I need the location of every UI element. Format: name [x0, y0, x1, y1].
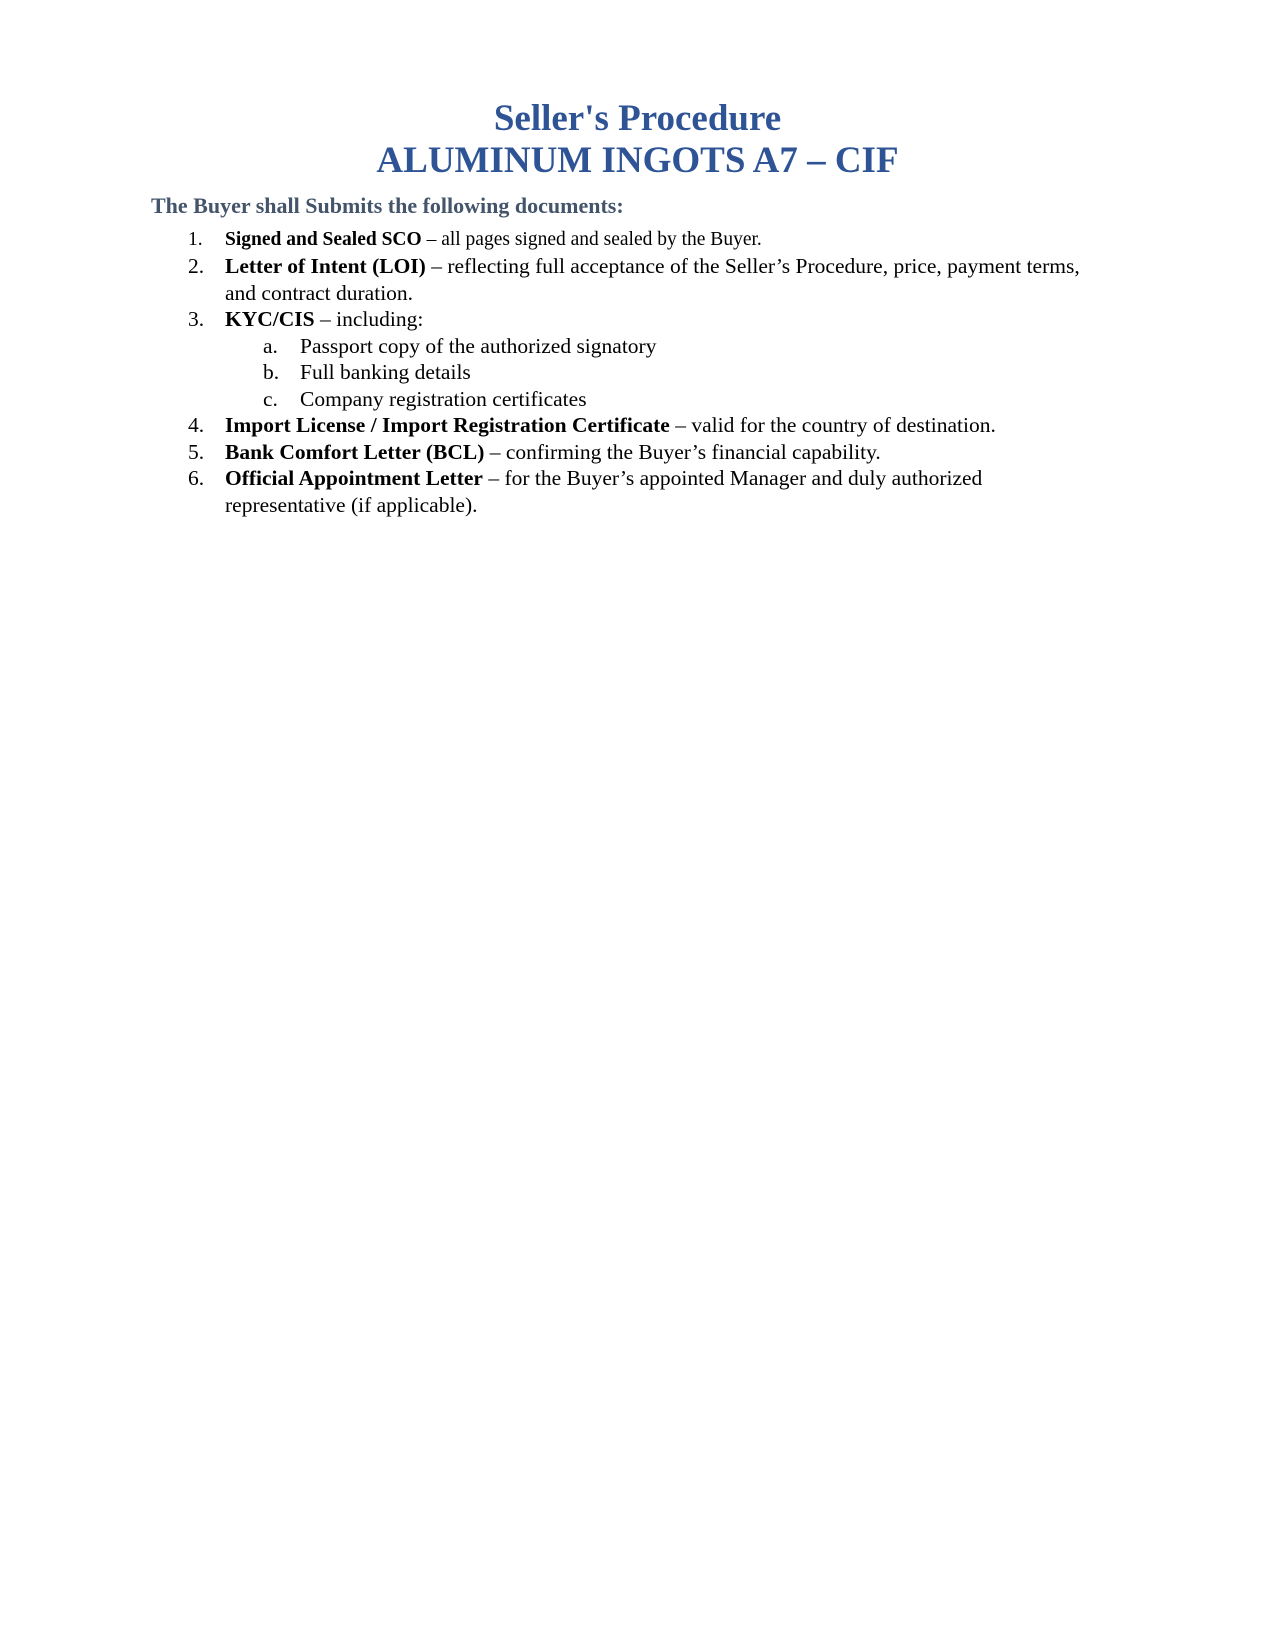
- sub-list-letter: b.: [263, 360, 280, 384]
- item-heading: Letter of Intent (LOI): [225, 254, 426, 278]
- required-documents-list: [0, 227, 1275, 518]
- sub-list-item-b: [0, 359, 1275, 386]
- list-number: 6.: [188, 466, 205, 490]
- title-line-1: Seller's Procedure: [493, 98, 782, 139]
- item-text: – all pages signed and sealed by the Buyer.: [421, 229, 762, 250]
- list-number: 1.: [188, 229, 203, 250]
- list-number: 3.: [188, 307, 205, 331]
- item-heading: KYC/CIS: [225, 307, 315, 331]
- title-line-2: ALUMINUM INGOTS A7 – CIF: [376, 140, 899, 181]
- list-item-3: [0, 306, 1275, 333]
- intro-heading: The Buyer shall Submits the following documents:: [151, 193, 624, 218]
- item-heading: Official Appointment Letter: [225, 466, 483, 490]
- sub-list-letter: c.: [263, 386, 278, 411]
- sub-list-item-c: [0, 386, 1275, 413]
- sub-list-letter: a.: [263, 333, 278, 358]
- item-text: – reflecting full acceptance of the Seller’s Procedure, price, payment terms, and contract duration.: [225, 254, 1080, 305]
- list-item-4: [0, 412, 1275, 439]
- sub-item-text: Passport copy of the authorized signatory: [300, 333, 657, 358]
- item-text: – for the Buyer’s appointed Manager and duly authorized representative (if applicable).: [225, 466, 983, 517]
- item-heading: Signed and Sealed SCO: [225, 229, 422, 250]
- sub-item-text: Company registration certificates: [300, 386, 587, 411]
- list-item-5: [0, 439, 1275, 466]
- item-heading: Bank Comfort Letter (BCL): [225, 439, 485, 464]
- list-number: 4.: [188, 413, 205, 437]
- sub-list-item-a: [0, 333, 1275, 360]
- sub-item-text: Full banking details: [300, 360, 471, 384]
- list-number: 5.: [188, 439, 205, 464]
- item-text: – including:: [314, 307, 424, 331]
- list-number: 2.: [188, 254, 205, 278]
- list-item-6: [0, 465, 1275, 518]
- list-item-2: [0, 253, 1275, 306]
- item-text: – confirming the Buyer’s financial capability.: [484, 439, 881, 464]
- item-heading: Import License / Import Registration Certificate: [225, 413, 670, 437]
- document-title: [0, 98, 1275, 182]
- list-item-1: [0, 227, 1275, 253]
- item-text: – valid for the country of destination.: [669, 413, 996, 437]
